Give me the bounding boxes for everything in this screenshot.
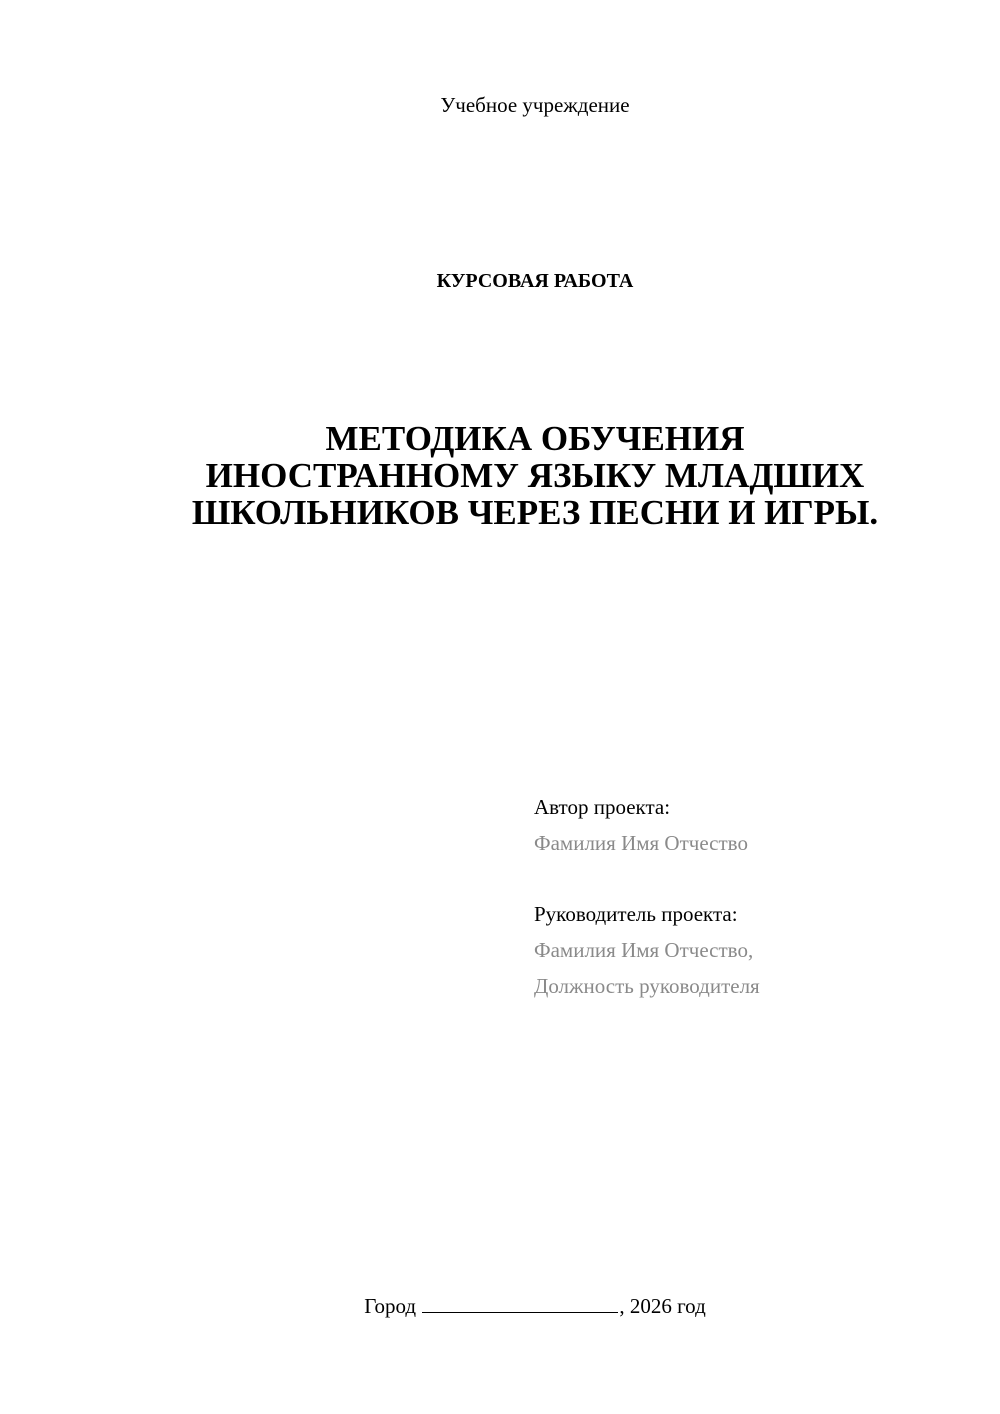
supervisor-label: Руководитель проекта: (534, 902, 738, 926)
footer-city-label: Город (364, 1294, 417, 1318)
supervisor-position: Должность руководителя (534, 974, 760, 998)
credits-spacer (534, 861, 974, 896)
title-line-1: МЕТОДИКА ОБУЧЕНИЯ (325, 419, 745, 458)
author-label: Автор проекта: (534, 795, 671, 819)
document-title (140, 420, 930, 531)
author-name: Фамилия Имя Отчество (534, 831, 748, 855)
title-line-2: ИНОСТРАННОМУ ЯЗЫКУ МЛАДШИХ (205, 456, 865, 495)
credits-block (534, 789, 974, 1004)
footer-city-year (0, 1290, 1000, 1320)
footer-year: , 2026 год (619, 1294, 706, 1318)
city-blank-line (422, 1290, 618, 1313)
title-line-3: ШКОЛЬНИКОВ ЧЕРЕЗ ПЕСНИ И ИГРЫ. (191, 493, 879, 532)
supervisor-name: Фамилия Имя Отчество, (534, 938, 754, 962)
institution-name: Учебное учреждение (440, 93, 630, 117)
work-type-heading: КУРСОВАЯ РАБОТА (436, 270, 634, 292)
